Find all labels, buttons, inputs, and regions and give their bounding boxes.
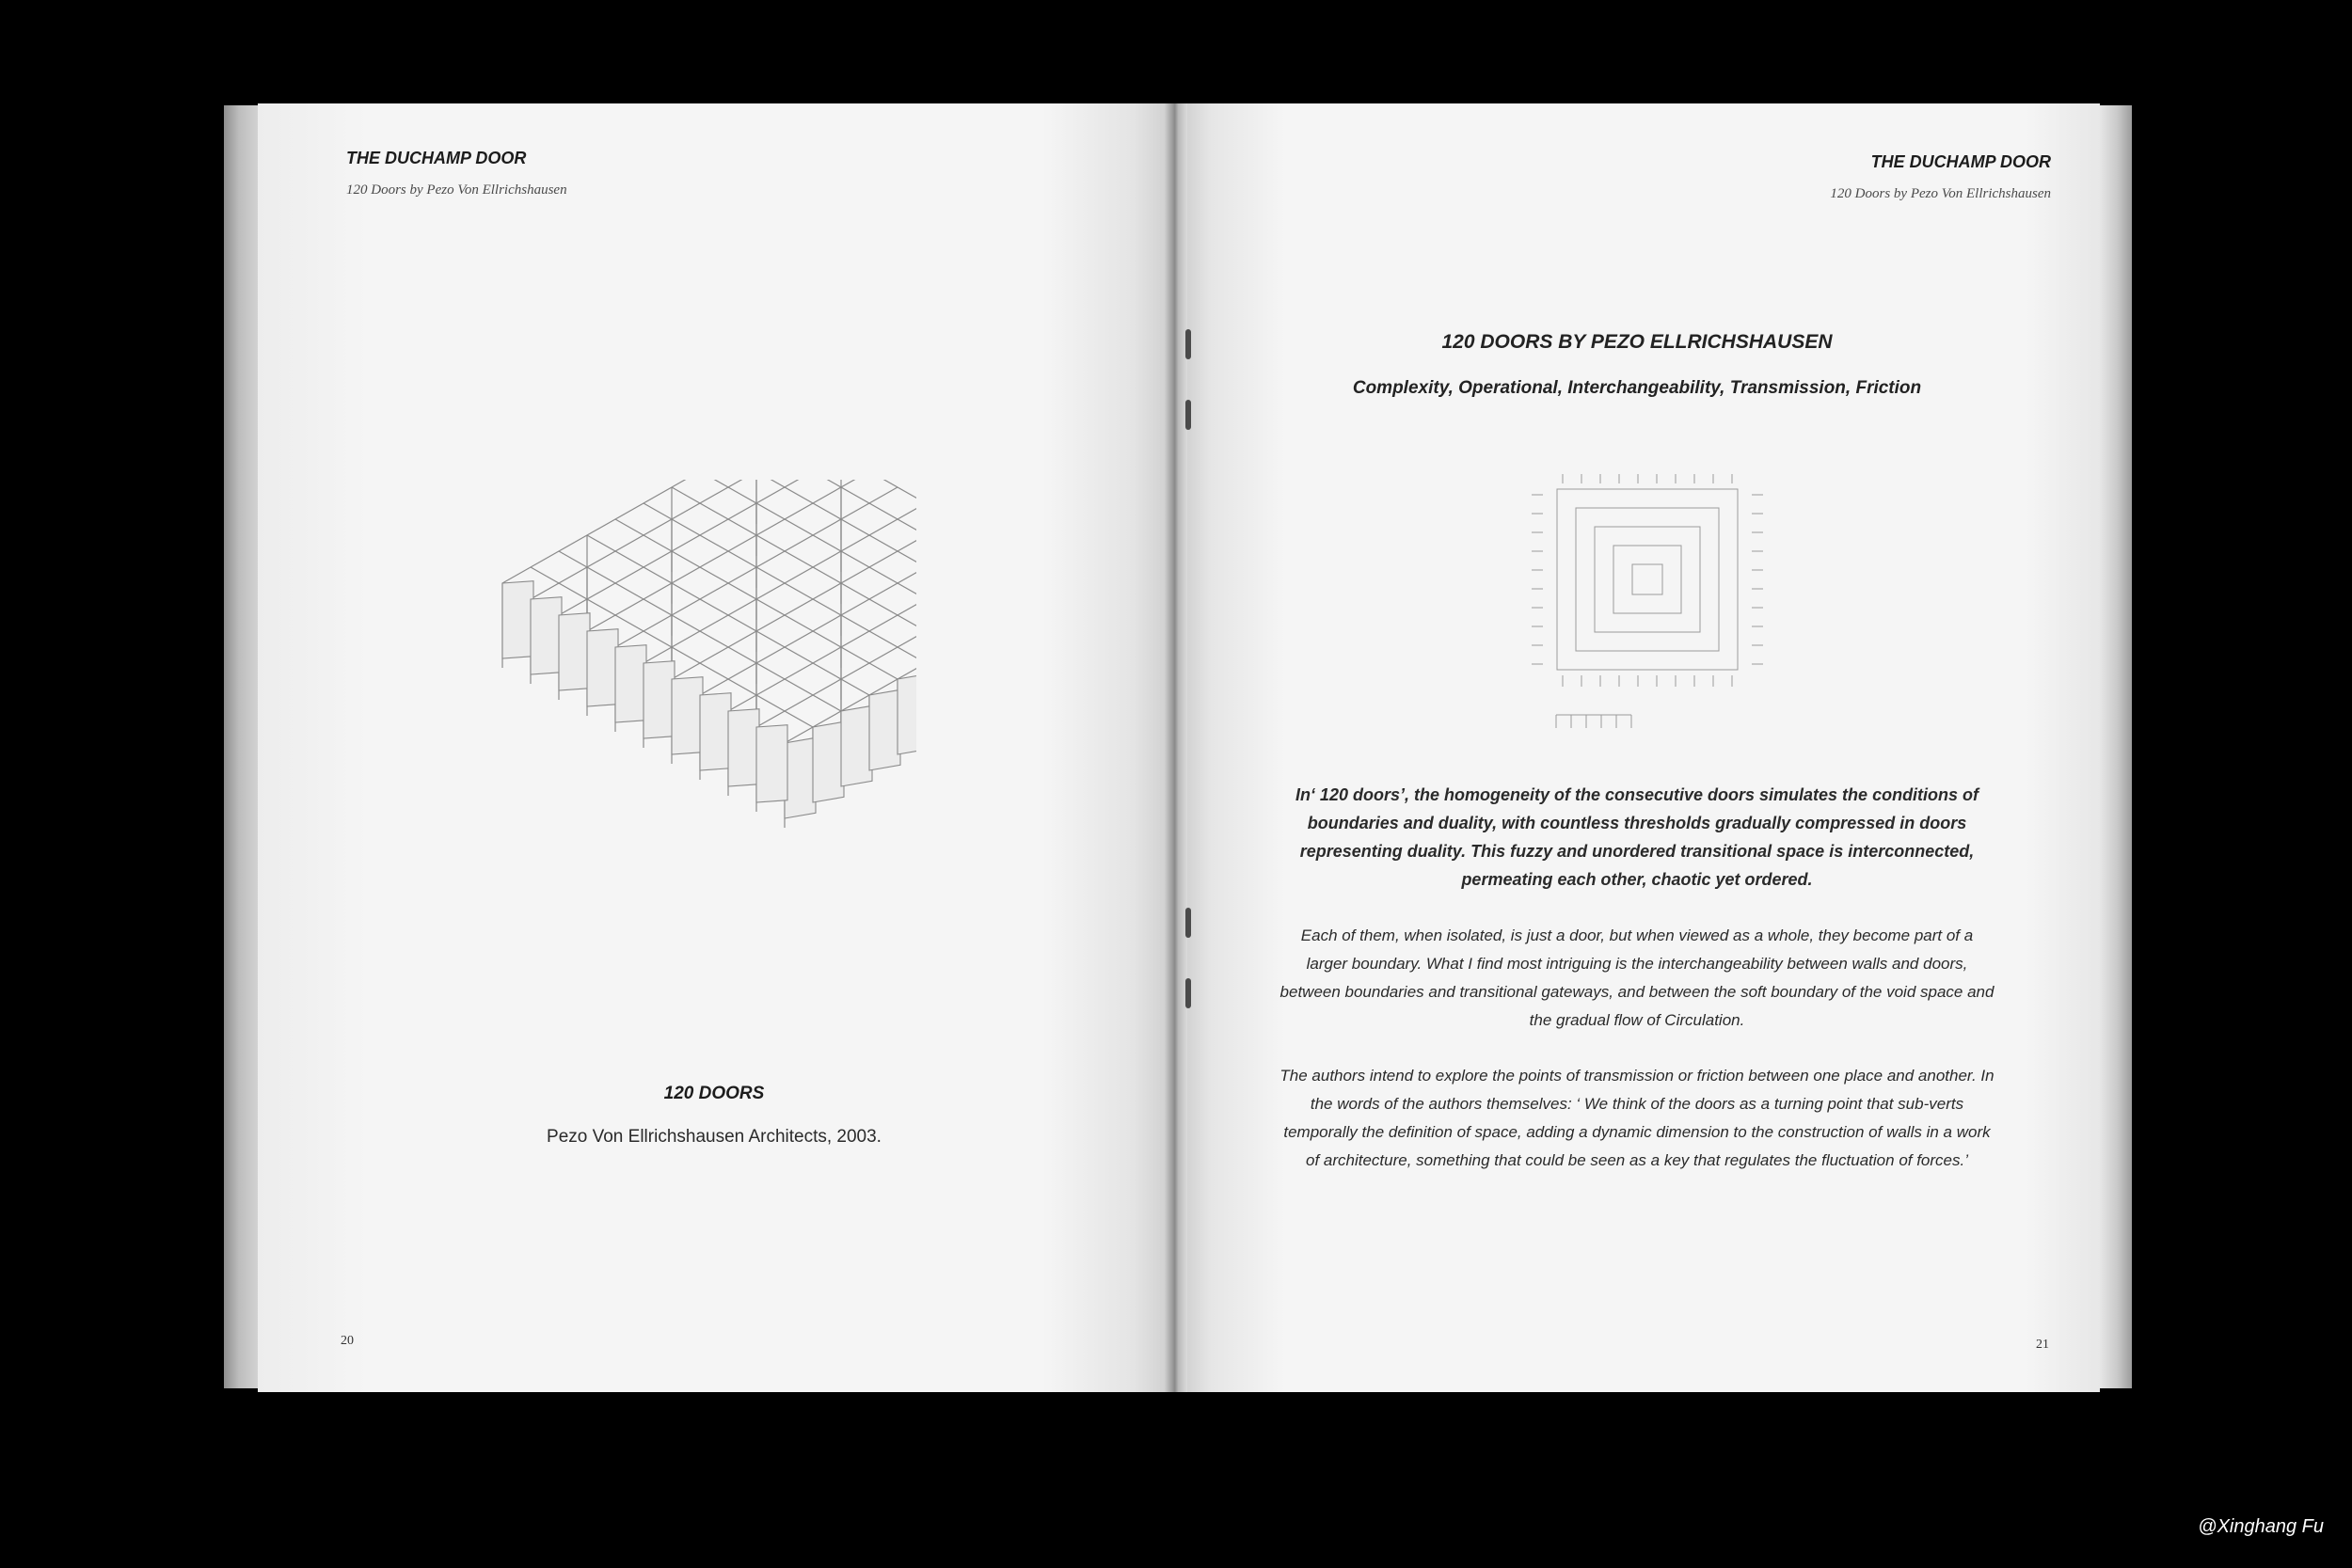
book-right-edge	[2100, 105, 2132, 1388]
left-page	[258, 103, 1170, 1392]
plan-lines	[1532, 474, 1763, 728]
body-paragraph-1: Each of them, when isolated, is just a door, but when viewed as a whole, they become part of a larger boundary. What I find most intriguing is the interchangeability between walls and doors, between boundaries and transitional gateways, and between the soft boundary of the void space and the gradual flow of Circulation.	[1279, 927, 1994, 1029]
door-panel	[502, 581, 533, 658]
header-title: THE DUCHAMP DOOR	[346, 149, 527, 167]
binding-staple	[1185, 978, 1191, 1008]
grid-beam	[559, 480, 841, 615]
binding-staple	[1185, 908, 1191, 938]
door-panel	[644, 661, 675, 738]
caption-title: 120 DOORS	[663, 1084, 765, 1103]
binding-staple	[1185, 400, 1191, 430]
door-panel	[756, 725, 787, 802]
caption-text: Pezo Von Ellrichshausen Architects, 2003.	[547, 1127, 882, 1147]
intro-paragraph: In‘ 120 doors’, the homogeneity of the consecutive doors simulates the conditions of boundaries and duality, with countless thresholds gradually compressed in doors representing duality. This fuzzy and unordered transitional space is interconnected, permeating each other, chaotic yet ordered.	[1295, 785, 1979, 889]
page-number: 20	[341, 1334, 354, 1348]
plan-ring	[1557, 489, 1738, 670]
right-page	[1174, 103, 2100, 1392]
grid-beam	[672, 487, 916, 647]
grid-beam	[700, 480, 916, 631]
page-number: 21	[2036, 1338, 2049, 1352]
door-panel	[559, 613, 590, 690]
door-panel	[869, 689, 900, 770]
door-panel	[587, 629, 618, 706]
body-paragraph-2: The authors intend to explore the points of transmission or friction between one place and another. In the words of the authors themselves: ‘ We think of the doors as a turning point that sub-verts temporally the definition of space, adding a dynamic dimension to the construction of walls in a work of architecture, something that could be seen as a key that regulates the fluctuation of forces.’	[1279, 1067, 1994, 1169]
grid-beam	[785, 480, 916, 583]
door-plan-diagram	[1530, 468, 1765, 741]
door-panel	[841, 705, 872, 786]
plan-ring	[1632, 564, 1662, 594]
plan-ring	[1595, 527, 1700, 632]
photo-credit: @Xinghang Fu	[2198, 1516, 2324, 1537]
plan-ring	[1613, 546, 1681, 613]
door-panel	[728, 709, 759, 786]
door-panel	[700, 693, 731, 770]
door-panel	[615, 645, 646, 722]
door-panel	[785, 737, 816, 818]
door-panel	[672, 677, 703, 754]
grid-beam	[644, 503, 916, 663]
header-title: THE DUCHAMP DOOR	[1870, 152, 2051, 171]
book-spine-gutter	[1165, 103, 1187, 1392]
book-left-edge	[224, 105, 262, 1388]
door-panel	[813, 721, 844, 802]
iso-door-panels	[502, 581, 916, 818]
article-title: 120 DOORS BY PEZO ELLRICHSHAUSEN	[1441, 331, 1833, 353]
door-panel	[531, 597, 562, 674]
header-subtitle: 120 Doors by Pezo Von Ellrichshausen	[1830, 186, 2051, 201]
grid-beam	[672, 519, 916, 679]
isometric-door-grid-illustration	[427, 480, 916, 1063]
grid-beam	[644, 503, 916, 663]
plan-ring	[1576, 508, 1719, 651]
grid-beam	[587, 480, 869, 631]
header-subtitle: 120 Doors by Pezo Von Ellrichshausen	[346, 182, 567, 198]
article-subtitle: Complexity, Operational, Interchangeability, Transmission, Friction	[1352, 378, 1922, 398]
binding-staple	[1185, 329, 1191, 359]
door-panel	[898, 673, 916, 754]
open-book	[224, 103, 2132, 1392]
